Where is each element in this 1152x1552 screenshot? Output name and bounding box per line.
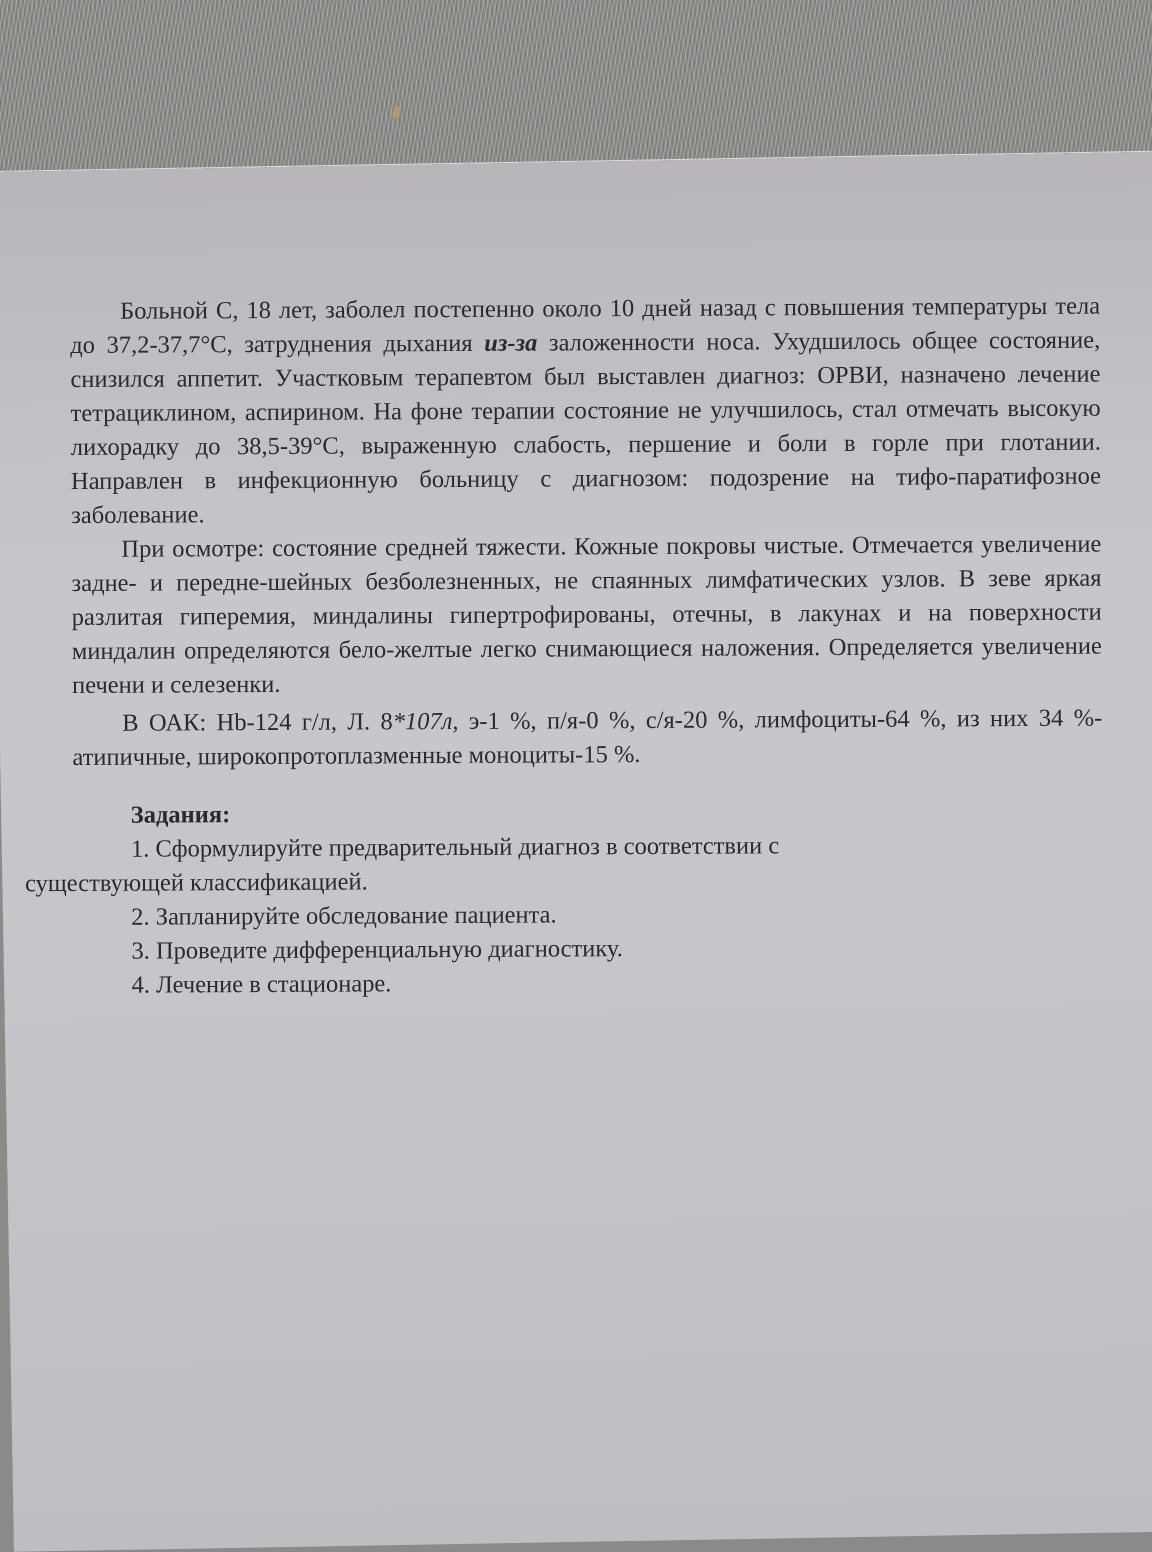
history-text-1: Больной С, 18 лет, заболел постепенно около 10 дней назад с повышения температуры тела до 37,2-37,7°С, затруднения дыхания [70, 292, 1101, 359]
history-emphasis: из-за [484, 329, 538, 357]
debris-speck [392, 105, 401, 118]
document-body [25, 290, 1104, 1003]
case-history-paragraph [70, 290, 1101, 533]
task-item-3: 3. Проведите дифференциальную диагностику. [131, 935, 623, 965]
task-item-2: 2. Запланируйте обследование пациента. [131, 901, 557, 931]
history-text-2: заложенности носа. Ухудшилось общее состояние, снизился аппетит. Участковым терапевтом был выставлен диагноз: ОРВИ, назначено лечение тетрациклином, аспирином. На фоне терапии состояние не улучшилось, стал отмечать высокую лихорадку до 38,5-39°С, выраженную слабость, першение и боли в горле при глотании. Направлен в инфекционную больницу с диагнозом: подозрение на тифо-паратифозное заболевание. [70, 326, 1102, 529]
tasks-title: Задания: [130, 801, 231, 829]
task-item-1: 1. Сформулируйте предварительный диагноз в соответствии с существующей классификацией. [25, 832, 780, 898]
tasks-section [25, 794, 1104, 1003]
examination-paragraph: При осмотре: состояние средней тяжести. Кожные покровы чистые. Отмечается увеличение задне- и передне-шейных безболезненных, не спаянных лимфатических узлов. В зеве яркая разлитая гиперемия, миндалины гипертрофированы, отечны, в лакунах и на поверхности миндалин определяются бело-желтые легко снимающиеся наложения. Определяется увеличение печени и селезенки. [71, 530, 1102, 699]
blood-test-paragraph [72, 702, 1102, 775]
task-item-4: 4. Лечение в стационаре. [131, 970, 392, 999]
lab-suffix: э-1 %, п/я-0 %, с/я-20 %, лимфоциты-64 %, из них 34 %-атипичные, широкопротоплазменные моноциты-15 %. [72, 704, 1103, 771]
lab-prefix: В ОАК: Hb-124 г/л, Л. 8 [122, 708, 393, 737]
lab-leukocyte-unit: *107л, [392, 707, 459, 736]
